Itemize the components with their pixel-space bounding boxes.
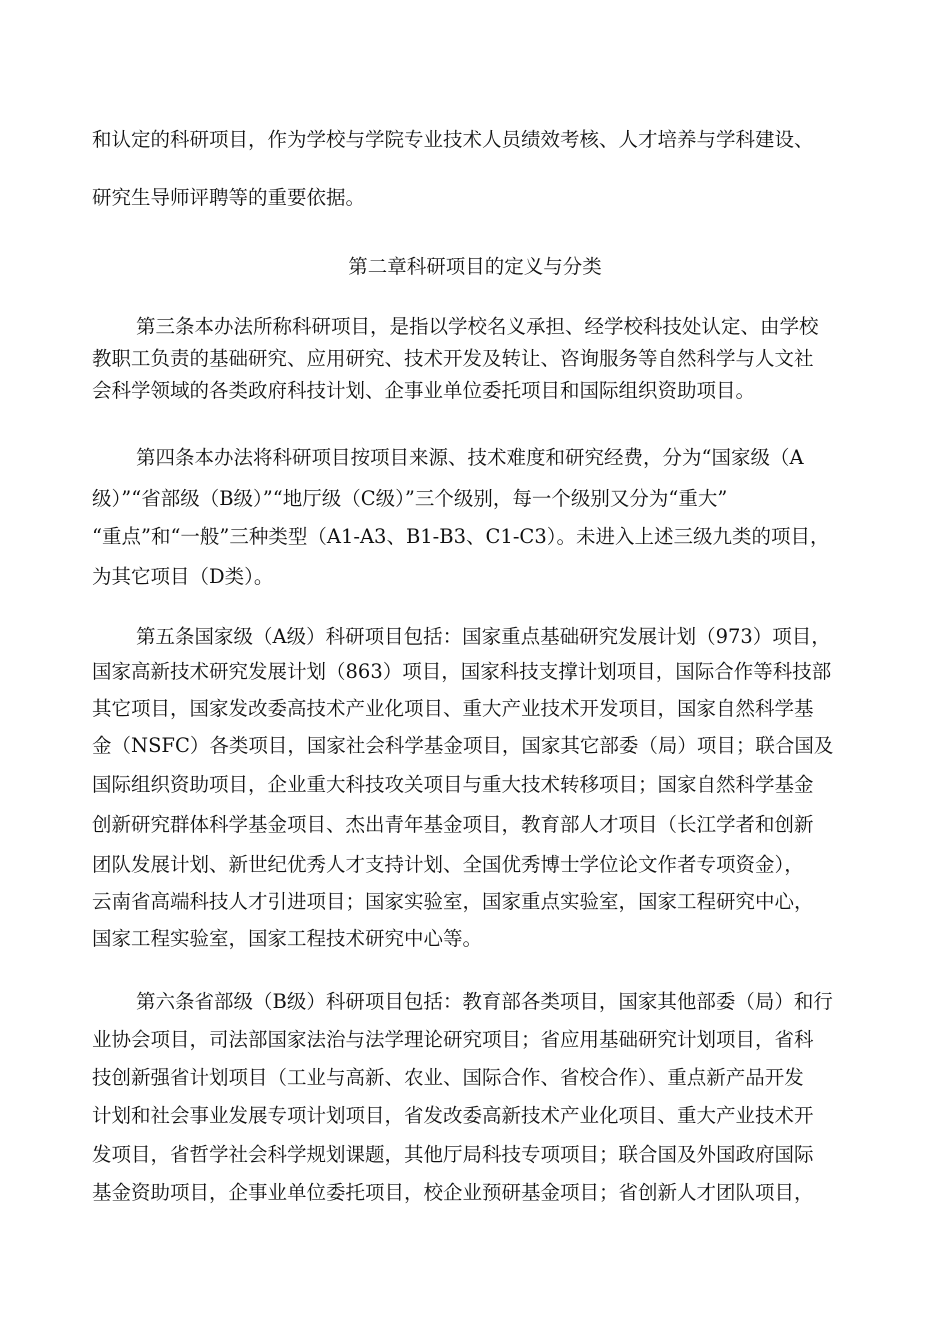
article4-line-1: 第四条本办法将科研项目按项目来源、技术难度和研究经费，分为“国家级（A	[136, 446, 804, 469]
article5-line-3: 其它项目，国家发改委高技术产业化项目、重大产业技术开发项目，国家自然科学基	[92, 697, 814, 720]
article6-line-2: 业协会项目，司法部国家法治与法学理论研究项目；省应用基础研究计划项目，省科	[92, 1028, 814, 1051]
article5-line-4: 金（NSFC）各类项目，国家社会科学基金项目，国家其它部委（局）项目；联合国及	[92, 734, 834, 757]
intro-line-2: 研究生导师评聘等的重要依据。	[92, 186, 366, 209]
article4-line-4: 为其它项目（D类）。	[92, 565, 274, 588]
article5-line-9: 国家工程实验室，国家工程技术研究中心等。	[92, 927, 483, 950]
chapter-heading: 第二章科研项目的定义与分类	[348, 255, 602, 278]
article4-line-3: “重点”和“一般”三种类型（A1-A3、B1-B3、C1-C3）。未进入上述三级九类的项目，	[92, 525, 830, 548]
article5-line-5: 国际组织资助项目，企业重大科技攻关项目与重大技术转移项目；国家自然科学基金	[92, 773, 814, 796]
intro-line-1: 和认定的科研项目，作为学校与学院专业技术人员绩效考核、人才培养与学科建设、	[92, 128, 814, 151]
article4-line-2: 级）”“省部级（B级）”“地厅级（C级）”三个级别，每一个级别又分为“重大”	[92, 487, 728, 510]
article5-line-8: 云南省高端科技人才引进项目；国家实验室，国家重点实验室，国家工程研究中心，	[92, 890, 814, 913]
article6-line-1: 第六条省部级（B级）科研项目包括：教育部各类项目，国家其他部委（局）和行	[136, 990, 833, 1013]
article6-line-5: 发项目，省哲学社会科学规划课题，其他厅局科技专项项目；联合国及外国政府国际	[92, 1143, 814, 1166]
article3-line-1: 第三条本办法所称科研项目，是指以学校名义承担、经学校科技处认定、由学校	[136, 315, 819, 338]
article6-line-3: 技创新强省计划项目（工业与高新、农业、国际合作、省校合作）、重点新产品开发	[92, 1066, 804, 1089]
article5-line-2: 国家高新技术研究发展计划（863）项目，国家科技支撑计划项目，国际合作等科技部	[92, 660, 832, 683]
article5-line-6: 创新研究群体科学基金项目、杰出青年基金项目，教育部人才项目（长江学者和创新	[92, 813, 814, 836]
article5-line-1: 第五条国家级（A级）科研项目包括：国家重点基础研究发展计划（973）项目，	[136, 625, 831, 648]
article3-line-3: 会科学领域的各类政府科技计划、企事业单位委托项目和国际组织资助项目。	[92, 379, 756, 402]
article5-line-7: 团队发展计划、新世纪优秀人才支持计划、全国优秀博士学位论文作者专项资金），	[92, 853, 804, 876]
article6-line-4: 计划和社会事业发展专项计划项目，省发改委高新技术产业化项目、重大产业技术开	[92, 1104, 814, 1127]
article3-line-2: 教职工负责的基础研究、应用研究、技术开发及转让、咨询服务等自然科学与人文社	[92, 347, 814, 370]
article6-line-6: 基金资助项目，企事业单位委托项目，校企业预研基金项目；省创新人才团队项目，	[92, 1181, 814, 1204]
